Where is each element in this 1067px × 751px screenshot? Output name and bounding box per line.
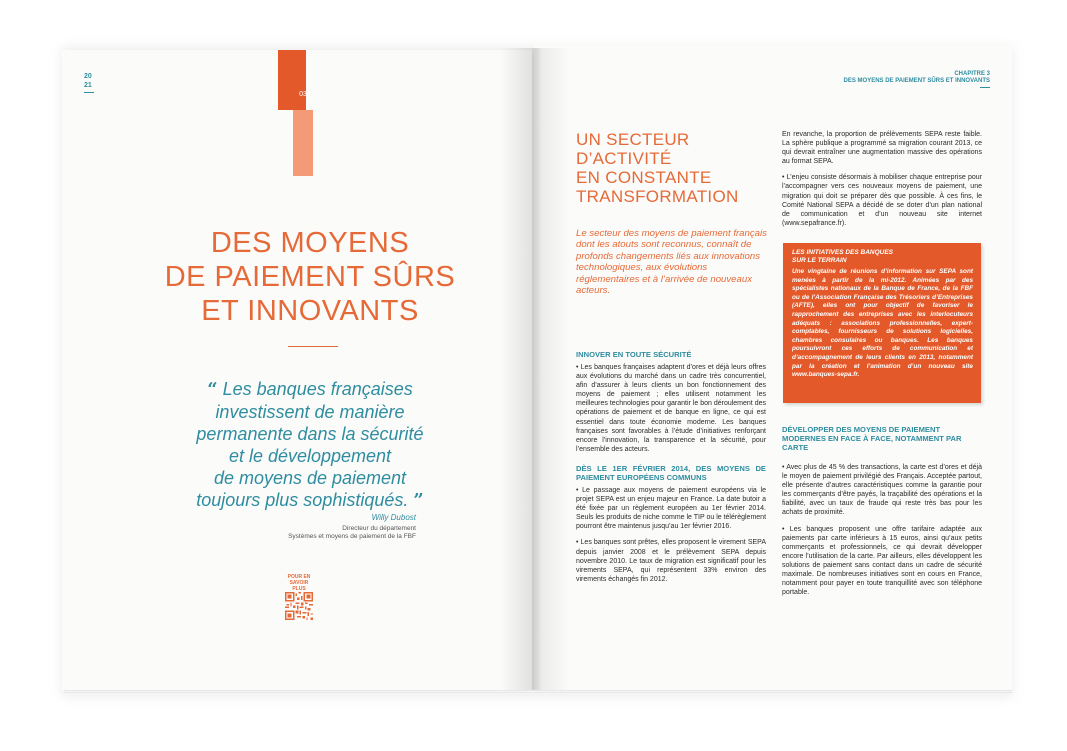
quote-line: et le développement (228, 446, 392, 466)
chapter-tab-dark (278, 50, 306, 110)
page-numbers (84, 72, 94, 93)
author-role-line: Systèmes et moyens de paiement de la FBF (288, 533, 416, 540)
savoir-plus-label (284, 574, 314, 592)
subheading-carte: DÉVELOPPER DES MOYENS DE PAIEMENT MODERNES EN FACE À FACE, NOTAMMENT PAR CARTE (782, 425, 962, 452)
savoir-plus-line: POUR EN (287, 574, 311, 580)
quote-line: permanente dans la sécurité (196, 424, 424, 444)
running-header-rule (980, 87, 990, 88)
paragraph: • Les banques françaises adaptent d’ores et déjà leurs offres aux évolutions du marché dans un cadre très concurrentiel, afin d’assurer à leurs clients un bon fonctionnement des moyens de paiement ; elles utilisent notamment les meilleures technologies pour garantir le bon déroulement des opérations de paiement et de banque en ligne, ce qui est essentiel dans toute économie moderne. Les banques françaises sont favorables à l’étude d’initiatives renforçant encore l’innovation, la transparence et la sécurité, pour l’ensemble des acteurs. (576, 364, 766, 453)
section-title-line: EN CONSTANTE (576, 168, 712, 187)
running-header-title: DES MOYENS DE PAIEMENT SÛRS ET INNOVANTS (843, 78, 990, 84)
paragraph: • Le passage aux moyens de paiement européens via le projet SEPA est un enjeu majeur en France. La date butoir a été fixée par un règlement européen au 1er février 2014. Seuls les produits de niche comme le TIP ou le télérèglement pourront être maintenus jusqu’au 1er février 2016. (576, 486, 767, 531)
page-number-left: 20 (84, 73, 92, 80)
section-intro: Le secteur des moyens de paiement français dont les atouts sont reconnus, connaît de profonds changements liés aux innovations technologiques, aux évolutions réglementaires et à l’arrivée de nouveaux acteurs. (576, 228, 767, 297)
quote-open-icon: “ (207, 379, 218, 400)
running-header-chapter: CHAPITRE 3 (954, 71, 990, 77)
page-number-rule (84, 92, 94, 93)
quote-author: Willy Dubost (371, 513, 416, 522)
author-role-line: Directeur du département (342, 525, 416, 532)
section-title-line: TRANSFORMATION (576, 187, 739, 206)
text-column-1 (576, 350, 766, 591)
quote-line: investissent de manière (215, 402, 405, 422)
quote-line: “ Les banques françaises (207, 379, 413, 400)
pull-quote (160, 378, 460, 512)
gutter-shadow (500, 48, 570, 690)
paragraph: • Les banques sont prêtes, elles proposent le virement SEPA depuis janvier 2008 et le prélèvement SEPA depuis novembre 2010. Le taux de migration est significatif pour les virements SEPA, qui représentent 33% environ des virements échangés fin 2012. (576, 539, 766, 583)
qr-code-icon[interactable] (285, 592, 313, 620)
paragraph: • Avec plus de 45 % des transactions, la carte est d’ores et déjà le moyen de paiement privilégié des Français. Acceptée partout, elle présente d’autres caractéristiques comme la garantie pour les commerçants d’être payés, la traçabilité des opérations et la fiabilité, avec un taux de fraude qui reste très bas pour les achats de proximité. (782, 464, 982, 517)
chapter-title-line: ET INNOVANTS (201, 295, 419, 327)
running-header (830, 71, 990, 88)
callout-text: Une vingtaine de réunions d’information sur SEPA sont menées à partir de la mi-2012. Animées par des spécialistes nationaux de la Banque de France, de la FBF ou de l’Association Française des Trésoriers d’Entreprises (AFTE), elles ont pour objectif de favoriser le rapprochement des entreprises avec les interlocuteurs adéquats : associations professionnelles, expert-comptables, fournisseurs de solutions logicielles, chambres consulaires ou banques. Les banques poursuivront ces efforts de communication et d’accompagnement de leurs clients en 2013, notamment par la création et l’animation d’un nouveau site www.banques-sepa.fr. (792, 268, 973, 379)
page-number-right: 21 (84, 82, 92, 89)
callout-title (792, 249, 972, 265)
subheading-innover: INNOVER EN TOUTE SÉCURITÉ (576, 350, 692, 359)
quote-line: toujours plus sophistiqués. ” (196, 490, 424, 511)
chapter-tab-light (293, 110, 313, 176)
quote-line: de moyens de paiement (213, 468, 407, 488)
section-title (576, 130, 776, 206)
callout-box (783, 243, 981, 403)
chapter-title (150, 226, 470, 328)
text-column-3 (782, 463, 982, 604)
quote-author-role (180, 525, 416, 541)
savoir-plus-line: SAVOIR PLUS (289, 580, 309, 592)
subheading-sepa: DÈS LE 1ER FÉVRIER 2014, DES MOYENS DE PAIEMENT EUROPÉENS COMMUNS (576, 463, 766, 482)
callout-title-line: SUR LE TERRAIN (792, 257, 847, 264)
title-divider (288, 346, 338, 347)
chapter-number: 03 (299, 91, 307, 98)
callout-title-line: LES INITIATIVES DES BANQUES (792, 249, 894, 256)
paragraph: En revanche, la proportion de prélèvements SEPA reste faible. La sphère publique a programmé sa migration courant 2013, ce qui devrait entraîner une augmentation massive des opérations au format SEPA. (782, 131, 982, 166)
chapter-title-line: DES MOYENS (210, 227, 410, 259)
section-title-line: D’ACTIVITÉ (576, 149, 672, 168)
paragraph: • Les banques proposent une offre tarifaire adaptée aux paiements par carte inférieurs à 15 euros, ainsi qu’aux petits commerçants et professionnels, ce qui devrait développer encore l’utilisation de la carte. Par ailleurs, elles développent les solutions de paiement sans contact dans un cadre de sécurité maximale. De nombreuses initiatives sont en cours en France, notamment pour payer en toute tranquillité avec son téléphone portable. (782, 525, 982, 597)
chapter-title-line: DE PAIEMENT SÛRS (164, 261, 456, 293)
quote-close-icon: ” (413, 490, 424, 511)
paragraph: • L’enjeu consiste désormais à mobiliser chaque entreprise pour l’accompagner vers ces nouveaux moyens de paiement, une migration qui doit se préparer dès que possible. À ces fins, le Comité National SEPA a décidé de se doter d’un plan national de communication et d’un nouveau site internet (www.sepafrance.fr). (782, 174, 982, 227)
section-title-line: UN SECTEUR (576, 130, 690, 149)
text-column-2 (782, 130, 982, 235)
